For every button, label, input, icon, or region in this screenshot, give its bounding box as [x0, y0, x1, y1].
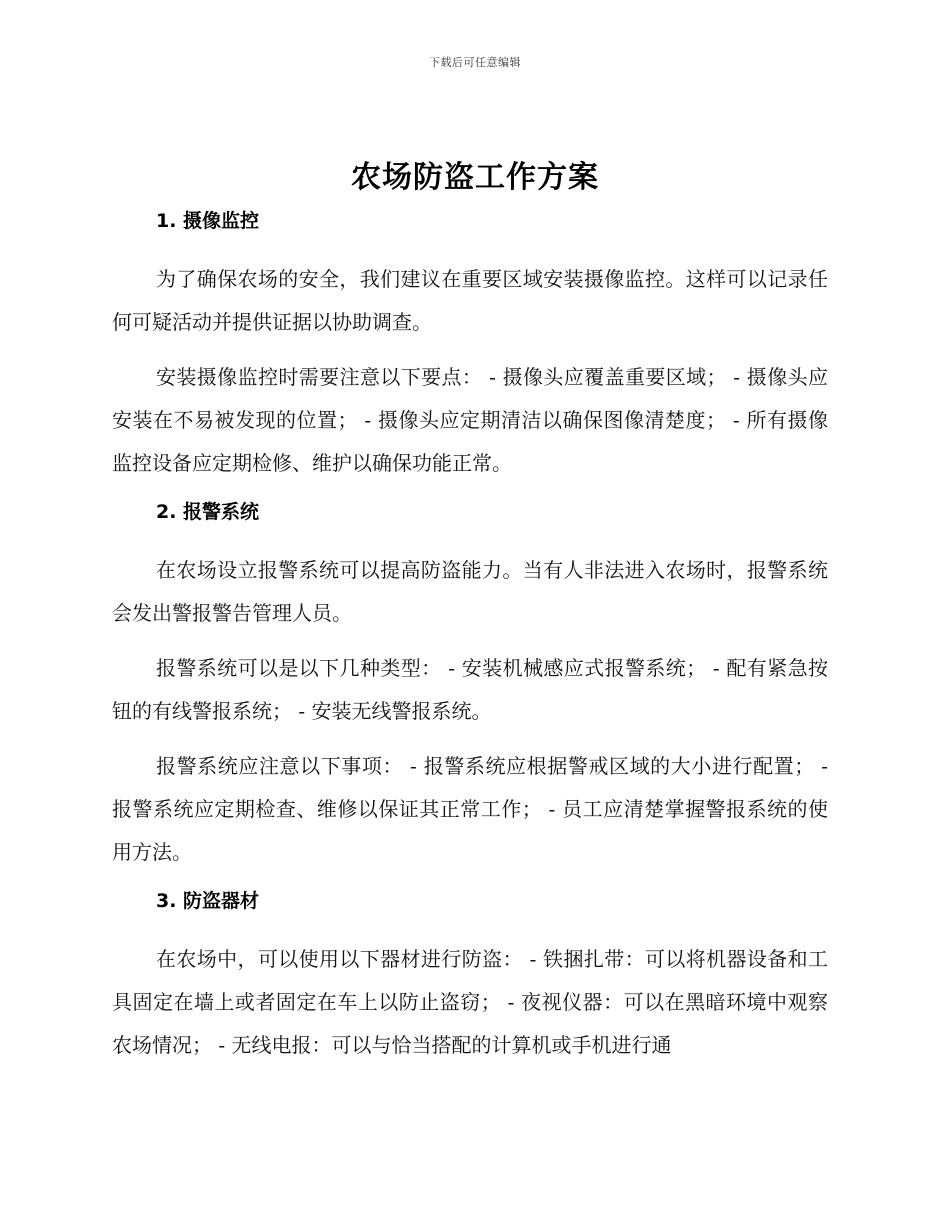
header-note: 下载后可任意编辑 [429, 56, 521, 69]
paragraph: 为了确保农场的安全，我们建议在重要区域安装摄像监控。这样可以记录任何可疑活动并提供证据以协助调查。 [112, 267, 828, 334]
section-heading-3: 3. 防盗器材 [156, 890, 260, 912]
section-heading-2: 2. 报警系统 [156, 501, 260, 523]
document-body [112, 206, 828, 1067]
paragraph: 在农场设立报警系统可以提高防盗能力。当有人非法进入农场时，报警系统会发出警报警告管理人员。 [112, 558, 828, 625]
paragraph: 安装摄像监控时需要注意以下要点： - 摄像头应覆盖重要区域； - 摄像头应安装在不易被发现的位置； - 摄像头应定期清洁以确保图像清楚度； - 所有摄像监控设备应定期检修、维护以确保功能正常。 [112, 365, 828, 475]
document-title: 农场防盗工作方案 [351, 160, 599, 195]
paragraph: 报警系统可以是以下几种类型： - 安装机械感应式报警系统； - 配有紧急按钮的有线警报系统； - 安装无线警报系统。 [112, 656, 828, 723]
paragraph: 在农场中，可以使用以下器材进行防盗： - 铁捆扎带：可以将机器设备和工具固定在墙上或者固定在车上以防止盗窃； - 夜视仪器：可以在黑暗环境中观察农场情况； - 无线电报：可以与恰当搭配的计算机或手机进行通 [112, 947, 828, 1057]
section-heading-1: 1. 摄像监控 [156, 210, 260, 232]
paragraph: 报警系统应注意以下事项： - 报警系统应根据警戒区域的大小进行配置； - 报警系统应定期检查、维修以保证其正常工作； - 员工应清楚掌握警报系统的使用方法。 [112, 754, 828, 864]
